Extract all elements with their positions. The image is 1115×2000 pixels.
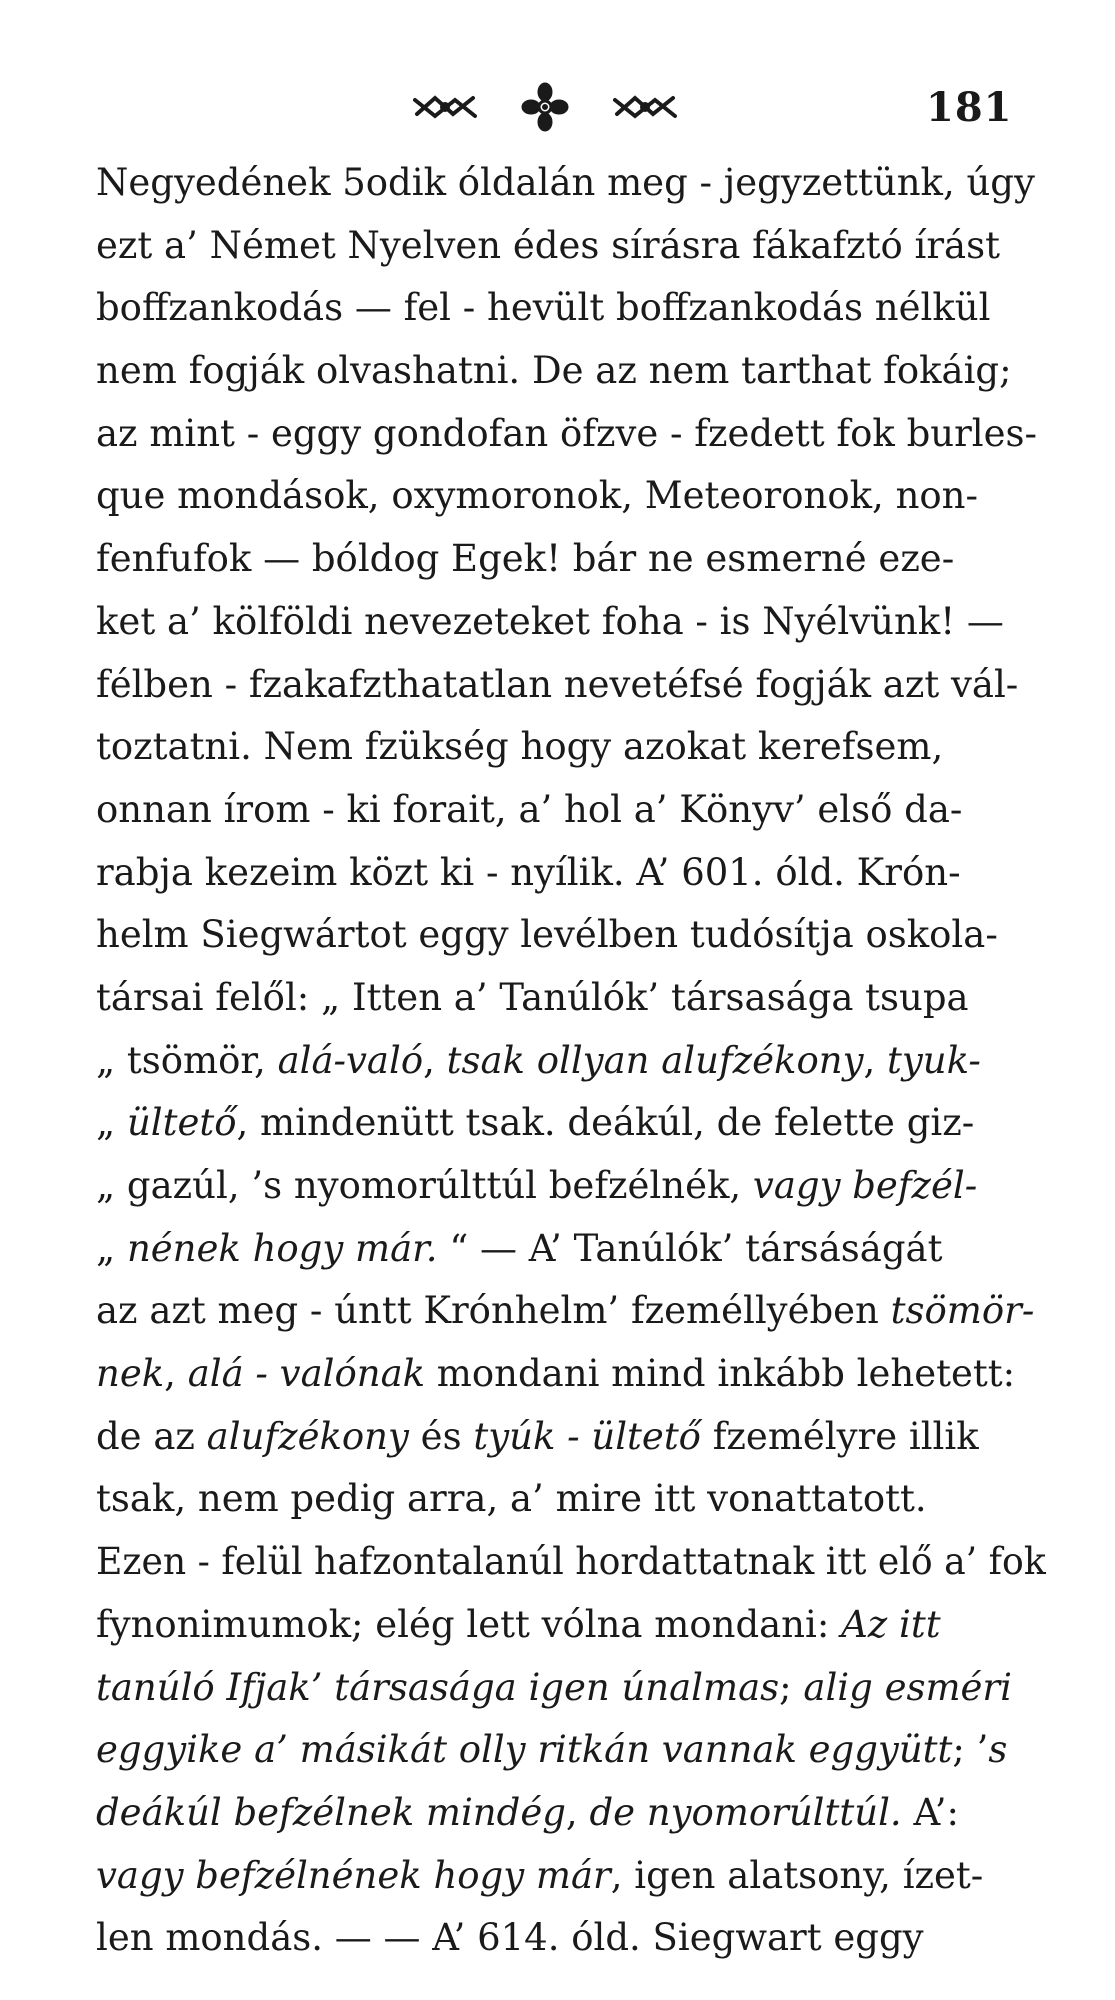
text-line: [96, 1092, 1046, 1155]
text-line: [96, 1782, 1046, 1845]
line-text: ,: [164, 1352, 188, 1396]
line-text: fynonimumok; elég lett vólna mondani:: [96, 1602, 842, 1646]
line-text: nem fogják olvashatni. De az nem tarthat fokáig;: [96, 349, 1012, 393]
line-text: ,: [565, 1790, 590, 1834]
header-ornament: [395, 78, 695, 138]
italic-text: alig esméri: [803, 1665, 1012, 1709]
line-text: fzemélyre illik: [700, 1414, 979, 1458]
italic-text: deákúl befzélnek mindég: [96, 1790, 566, 1834]
text-line: [96, 591, 1046, 654]
italic-text: tanúló Ifjak’ társasága igen únalmas: [96, 1665, 780, 1709]
text-line: [96, 340, 1046, 403]
italic-text: alufzékony: [206, 1414, 409, 1458]
line-text: „ gazúl, ’s nyomorúlttúl befzélnék,: [96, 1164, 753, 1207]
text-line: [96, 1468, 1046, 1531]
line-text: Ezen - felül hafzontalanúl hordattatnak itt elő a’ fok: [96, 1540, 1046, 1584]
line-text: „: [96, 1226, 127, 1270]
line-text: rabja kezeim közt ki - nyílik. A’ 601. óld. Krón-: [96, 850, 961, 894]
text-line: [96, 1594, 1046, 1657]
page-number: 181: [926, 84, 1013, 131]
line-text: „ tsömör,: [96, 1038, 278, 1082]
line-text: Negyedének 5odik óldalán meg - jegyzettünk, úgy: [96, 161, 1035, 204]
text-line: [96, 1280, 1046, 1343]
text-line: [96, 528, 1046, 591]
text-line: [96, 403, 1046, 466]
text-line: [96, 779, 1046, 842]
italic-text: tsömör-: [890, 1289, 1035, 1333]
text-line: [96, 215, 1046, 278]
text-line: [96, 1845, 1046, 1908]
line-text: tsak, nem pedig arra, a’ mire itt vonattatott.: [96, 1477, 927, 1521]
line-text: ket a’ kölföldi nevezeteket foha - is Nyélvünk! —: [96, 599, 1004, 643]
body-text: [96, 152, 1046, 1970]
text-line: [96, 967, 1046, 1030]
line-text: helm Siegwártot eggy levélben tudósítja oskola-: [96, 913, 998, 957]
line-text: és: [408, 1414, 474, 1458]
italic-text: tyúk - ültető: [473, 1414, 701, 1458]
text-line: [96, 1657, 1046, 1720]
italic-text: ültető: [126, 1101, 237, 1145]
text-line: [96, 1155, 1046, 1218]
flower-ornament-icon: [522, 83, 568, 131]
italic-text: eggyike a’ másikát olly ritkán vannak eggyütt: [96, 1728, 953, 1772]
text-line: [96, 654, 1046, 717]
italic-text: nek: [96, 1352, 165, 1396]
italic-text: vagy befzélnének hogy már: [96, 1853, 611, 1897]
line-text: az azt meg - úntt Krónhelm’ fzeméllyében: [96, 1289, 891, 1333]
line-text: az mint - eggy gondofan öfzve - fzedett fok burles-: [96, 411, 1038, 455]
text-line: [96, 1406, 1046, 1469]
line-text: fenfufok — bóldog Egek! bár ne esmerné eze-: [96, 537, 955, 581]
floral-border-icon: [415, 98, 475, 116]
italic-text: alá - valónak: [187, 1352, 426, 1396]
text-line: [96, 277, 1046, 340]
text-line: [96, 842, 1046, 905]
line-text: que mondások, oxymoronok, Meteoronok, non-: [96, 474, 979, 518]
line-text: onnan írom - ki forait, a’ hol a’ Könyv’ első da-: [96, 787, 963, 831]
text-line: [96, 152, 1046, 215]
text-line: [96, 1218, 1046, 1281]
line-text: ezt a’ Német Nyelven édes sírásra fákafztó írást: [96, 223, 1000, 267]
line-text: A’:: [901, 1790, 959, 1834]
italic-text: nének hogy már.: [126, 1226, 438, 1270]
page-header: [0, 78, 1115, 138]
line-text: ; ’: [952, 1728, 989, 1772]
line-text: mondani mind inkább lehetett:: [425, 1352, 1016, 1396]
italic-text: vagy befzél-: [752, 1164, 978, 1207]
italic-text: s: [988, 1728, 1008, 1772]
text-line: [96, 1343, 1046, 1406]
italic-text: tyuk-: [887, 1038, 981, 1082]
line-text: ,: [423, 1038, 447, 1082]
line-text: toztatni. Nem fzükség hogy azokat kerefsem,: [96, 725, 944, 769]
line-text: de az: [96, 1414, 207, 1458]
line-text: “ — A’ Tanúlók’ társáságát: [437, 1226, 943, 1270]
italic-text: de nyomorúlttúl.: [589, 1790, 902, 1834]
line-text: , igen alatsony, ízet-: [610, 1853, 984, 1897]
text-line: [96, 904, 1046, 967]
line-text: boffzankodás — fel - hevült boffzankodás nélkül: [96, 286, 991, 330]
line-text: , mindenütt tsak. deákúl, de felette giz-: [236, 1101, 975, 1145]
text-line: [96, 1907, 1046, 1970]
line-text: ;: [779, 1665, 804, 1709]
line-text: társai felől: „ Itten a’ Tanúlók’ társasága tsupa: [96, 975, 969, 1019]
floral-border-icon: [615, 98, 675, 116]
line-text: félben - fzakafzthatatlan nevetéfsé fogják azt vál-: [96, 662, 1019, 706]
text-line: [96, 465, 1046, 528]
italic-text: alá-való: [277, 1038, 424, 1082]
line-text: „: [96, 1101, 127, 1145]
italic-text: tsak ollyan alufzékony: [446, 1038, 864, 1082]
line-text: ,: [863, 1038, 887, 1082]
text-line: [96, 1719, 1046, 1782]
text-line: [96, 716, 1046, 779]
line-text: len mondás. — — A’ 614. óld. Siegwart eggy: [96, 1916, 924, 1960]
text-line: [96, 1030, 1046, 1093]
italic-text: Az itt: [841, 1602, 941, 1646]
text-line: [96, 1531, 1046, 1594]
